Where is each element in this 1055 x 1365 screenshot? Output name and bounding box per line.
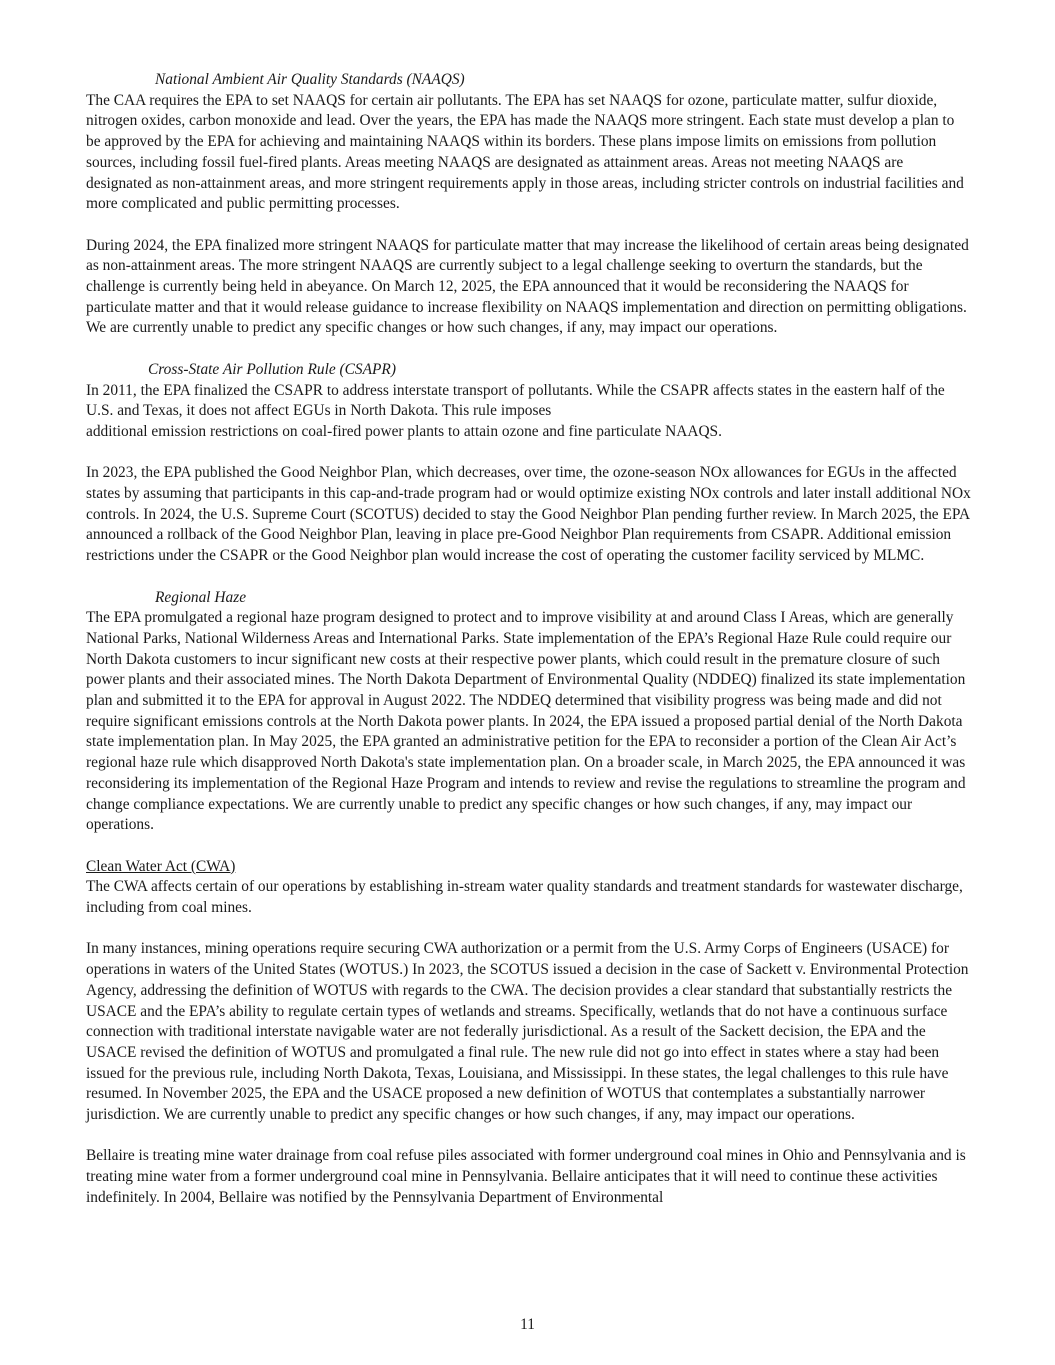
csapr-paragraph-1-continued: additional emission restrictions on coal-fired power plants to attain ozone and fine particulate NAAQS. — [86, 422, 722, 440]
page-number: 11 — [520, 1316, 535, 1333]
document-page — [86, 70, 972, 1209]
regional-haze-paragraph: The EPA promulgated a regional haze program designed to protect and to improve visibility at and around Class I Areas, which are generally National Parks, National Wilderness Areas and International Parks. State implementation of the EPA’s Regional Haze Rule could require our North Dakota customers to incur significant new costs at their respective power plants, which could result in the premature closure of such power plants and their associated mines. The North Dakota Department of Environmental Quality (NDDEQ) finalized its state implementation plan and submitted it to the EPA for approval in August 2022. The NDDEQ determined that visibility progress was being made and did not require significant emissions controls at the North Dakota power plants. In 2024, the EPA issued a proposed partial denial of the North Dakota state implementation plan. In May 2025, the EPA granted an administrative petition for the EPA to reconsider a portion of the Clean Air Act’s regional haze rule which disapproved North Dakota's state implementation plan. On a broader scale, in March 2025, the EPA announced it was reconsidering its implementation of the Regional Haze Program and intends to review and revise the regulations to streamline the program and change compliance expectations. We are currently unable to predict any specific changes or how such changes, if any, may impact our operations. — [86, 609, 966, 834]
csapr-paragraph-1: In 2011, the EPA finalized the CSAPR to address interstate transport of pollutants. While the CSAPR affects states in the eastern half of the U.S. and Texas, it does not affect EGUs in North Dakota. This rule imposes — [86, 381, 945, 420]
naaqs-heading: National Ambient Air Quality Standards (NAAQS) — [155, 71, 465, 88]
cwa-paragraph-2: In many instances, mining operations require securing CWA authorization or a permit from the U.S. Army Corps of Engineers (USACE) for operations in waters of the United States (WOTUS.) In 2023, the SCOTUS issued a decision in the case of Sackett v. Environmental Protection Agency, addressing the definition of WOTUS with regards to the CWA. The decision provides a clear standard that substantially restricts the USACE and the EPA’s ability to regulate certain types of wetlands and streams. Specifically, wetlands that do not have a continuous surface connection with traditional interstate navigable water are not federally jurisdictional. As a result of the Sackett decision, the EPA and the USACE revised the definition of WOTUS and promulgated a final rule. The new rule did not go into effect in states where a stay had been issued for the previous rule, including North Dakota, Texas, Louisiana, and Mississippi. In these states, the legal challenges to this rule have resumed. In November 2025, the EPA and the USACE proposed a new definition of WOTUS that contemplates a substantially narrower jurisdiction. We are currently unable to predict any specific changes or how such changes, if any, may impact our operations. — [86, 940, 969, 1124]
naaqs-paragraph-1: The CAA requires the EPA to set NAAQS for certain air pollutants. The EPA has set NAAQS for ozone, particulate matter, sulfur dioxide, nitrogen oxides, carbon monoxide and lead. Over the years, the EPA has made the NAAQS more stringent. Each state must develop a plan to be approved by the EPA for achieving and maintaining NAAQS within its borders. These plans impose limits on emissions from pollution sources, including fossil fuel-fired plants. Areas meeting NAAQS are designated as attainment areas. Areas not meeting NAAQS are designated as non-attainment areas, and more stringent requirements apply in those areas, including stricter controls on industrial facilities and more complicated and public permitting processes. — [86, 91, 964, 213]
csapr-paragraph-2: In 2023, the EPA published the Good Neighbor Plan, which decreases, over time, the ozone-season NOx allowances for EGUs in the affected states by assuming that participants in this cap-and-trade program had or would optimize existing NOx controls and later install additional NOx controls. In 2024, the U.S. Supreme Court (SCOTUS) decided to stay the Good Neighbor Plan pending further review. In March 2025, the EPA announced a rollback of the Good Neighbor Plan, leaving in place pre-Good Neighbor Plan requirements from CSAPR. Additional emission restrictions under the CSAPR or the Good Neighbor plan would increase the cost of operating the customer facility serviced by MLMC. — [86, 464, 971, 565]
naaqs-paragraph-2: During 2024, the EPA finalized more stringent NAAQS for particulate matter that may increase the likelihood of certain areas being designated as non-attainment areas. The more stringent NAAQS are currently subject to a legal challenge seeking to overturn the standards, but the challenge is currently being held in abeyance. On March 12, 2025, the EPA announced that it would be reconsidering the NAAQS for particulate matter and that it would release guidance to increase flexibility on NAAQS implementation and direction on permitting obligations. We are currently unable to predict any specific changes or how such changes, if any, may impact our operations. — [86, 236, 969, 337]
csapr-heading: Cross-State Air Pollution Rule (CSAPR) — [148, 360, 396, 378]
regional-haze-heading: Regional Haze — [155, 588, 247, 606]
cwa-paragraph-1: The CWA affects certain of our operations by establishing in-stream water quality standards and treatment standards for wastewater discharge, including from coal mines. — [86, 878, 963, 917]
cwa-paragraph-3: Bellaire is treating mine water drainage from coal refuse piles associated with former underground coal mines in Ohio and Pennsylvania and is treating mine water from a former underground coal mine in Pennsylvania. Bellaire anticipates that it will need to continue these activities indefinitely. In 2004, Bellaire was notified by the Pennsylvania Department of Environmental — [86, 1147, 966, 1206]
cwa-heading: Clean Water Act (CWA) — [86, 857, 236, 875]
